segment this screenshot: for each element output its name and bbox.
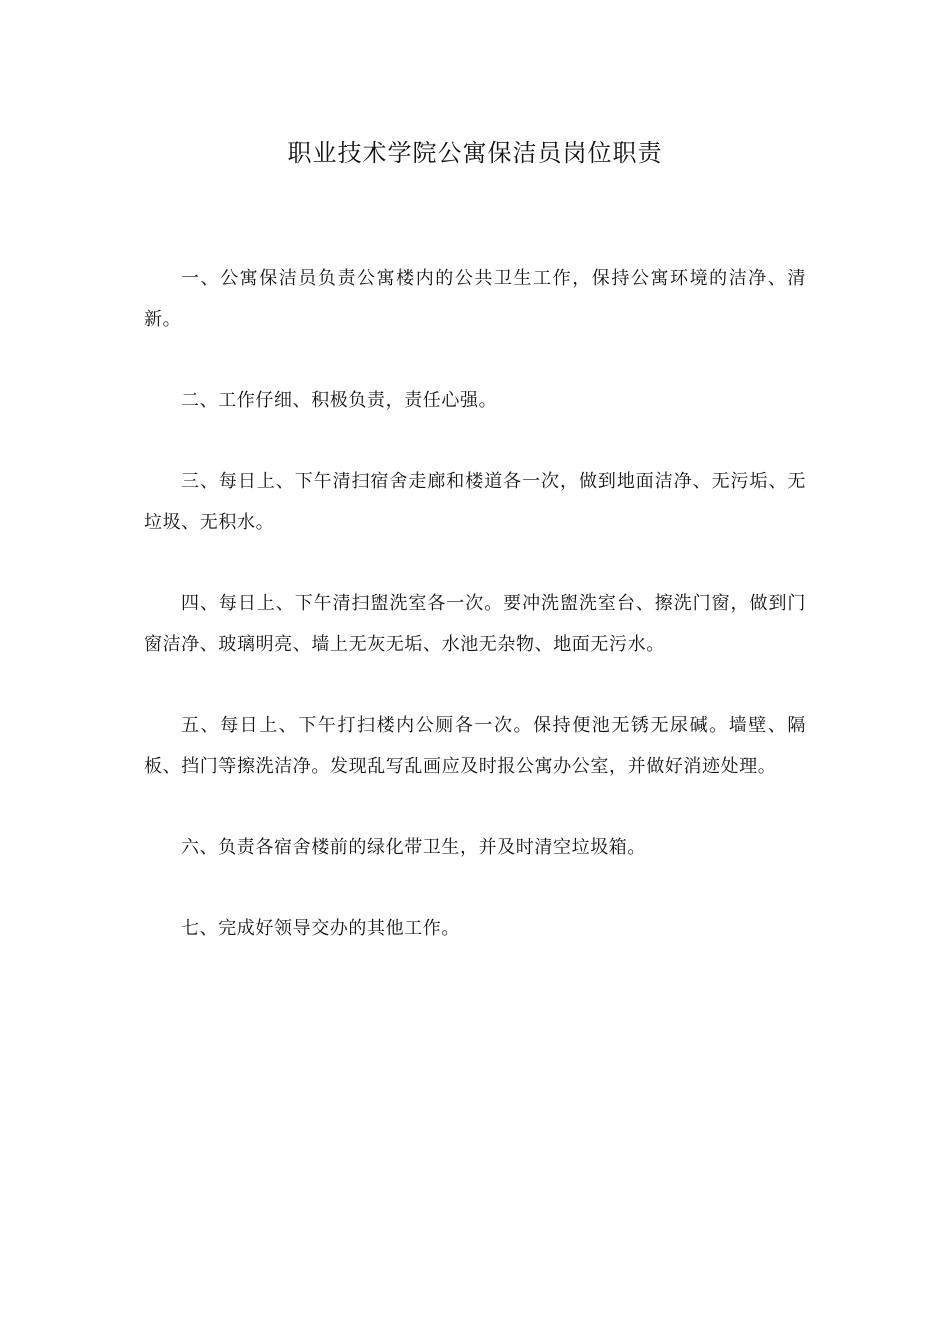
duty-paragraph-3: 三、每日上、下午清扫宿舍走廊和楼道各一次，做到地面洁净、无污垢、无垃圾、无积水。 (144, 471, 806, 533)
duty-paragraph-4: 四、每日上、下午清扫盥洗室各一次。要冲洗盥洗室台、擦洗门窗，做到门窗洁净、玻璃明亮、墙上无灰无垢、水池无杂物、地面无污水。 (144, 593, 806, 655)
duty-paragraph-2: 二、工作仔细、积极负责，责任心强。 (181, 390, 498, 411)
document-title: 职业技术学院公寓保洁员岗位职责 (287, 139, 663, 167)
document-body (144, 258, 806, 989)
duty-paragraph-6: 六、负责各宿舍楼前的绿化带卫生，并及时清空垃圾箱。 (181, 837, 646, 858)
duty-paragraph-7: 七、完成好领导交办的其他工作。 (181, 918, 460, 939)
duty-paragraph-1: 一、公寓保洁员负责公寓楼内的公共卫生工作，保持公寓环境的洁净、清新。 (144, 268, 806, 330)
duty-paragraph-5: 五、每日上、下午打扫楼内公厕各一次。保持便池无锈无尿碱。墙壁、隔板、挡门等擦洗洁净。发现乱写乱画应及时报公寓办公室，并做好消迹处理。 (144, 715, 806, 777)
